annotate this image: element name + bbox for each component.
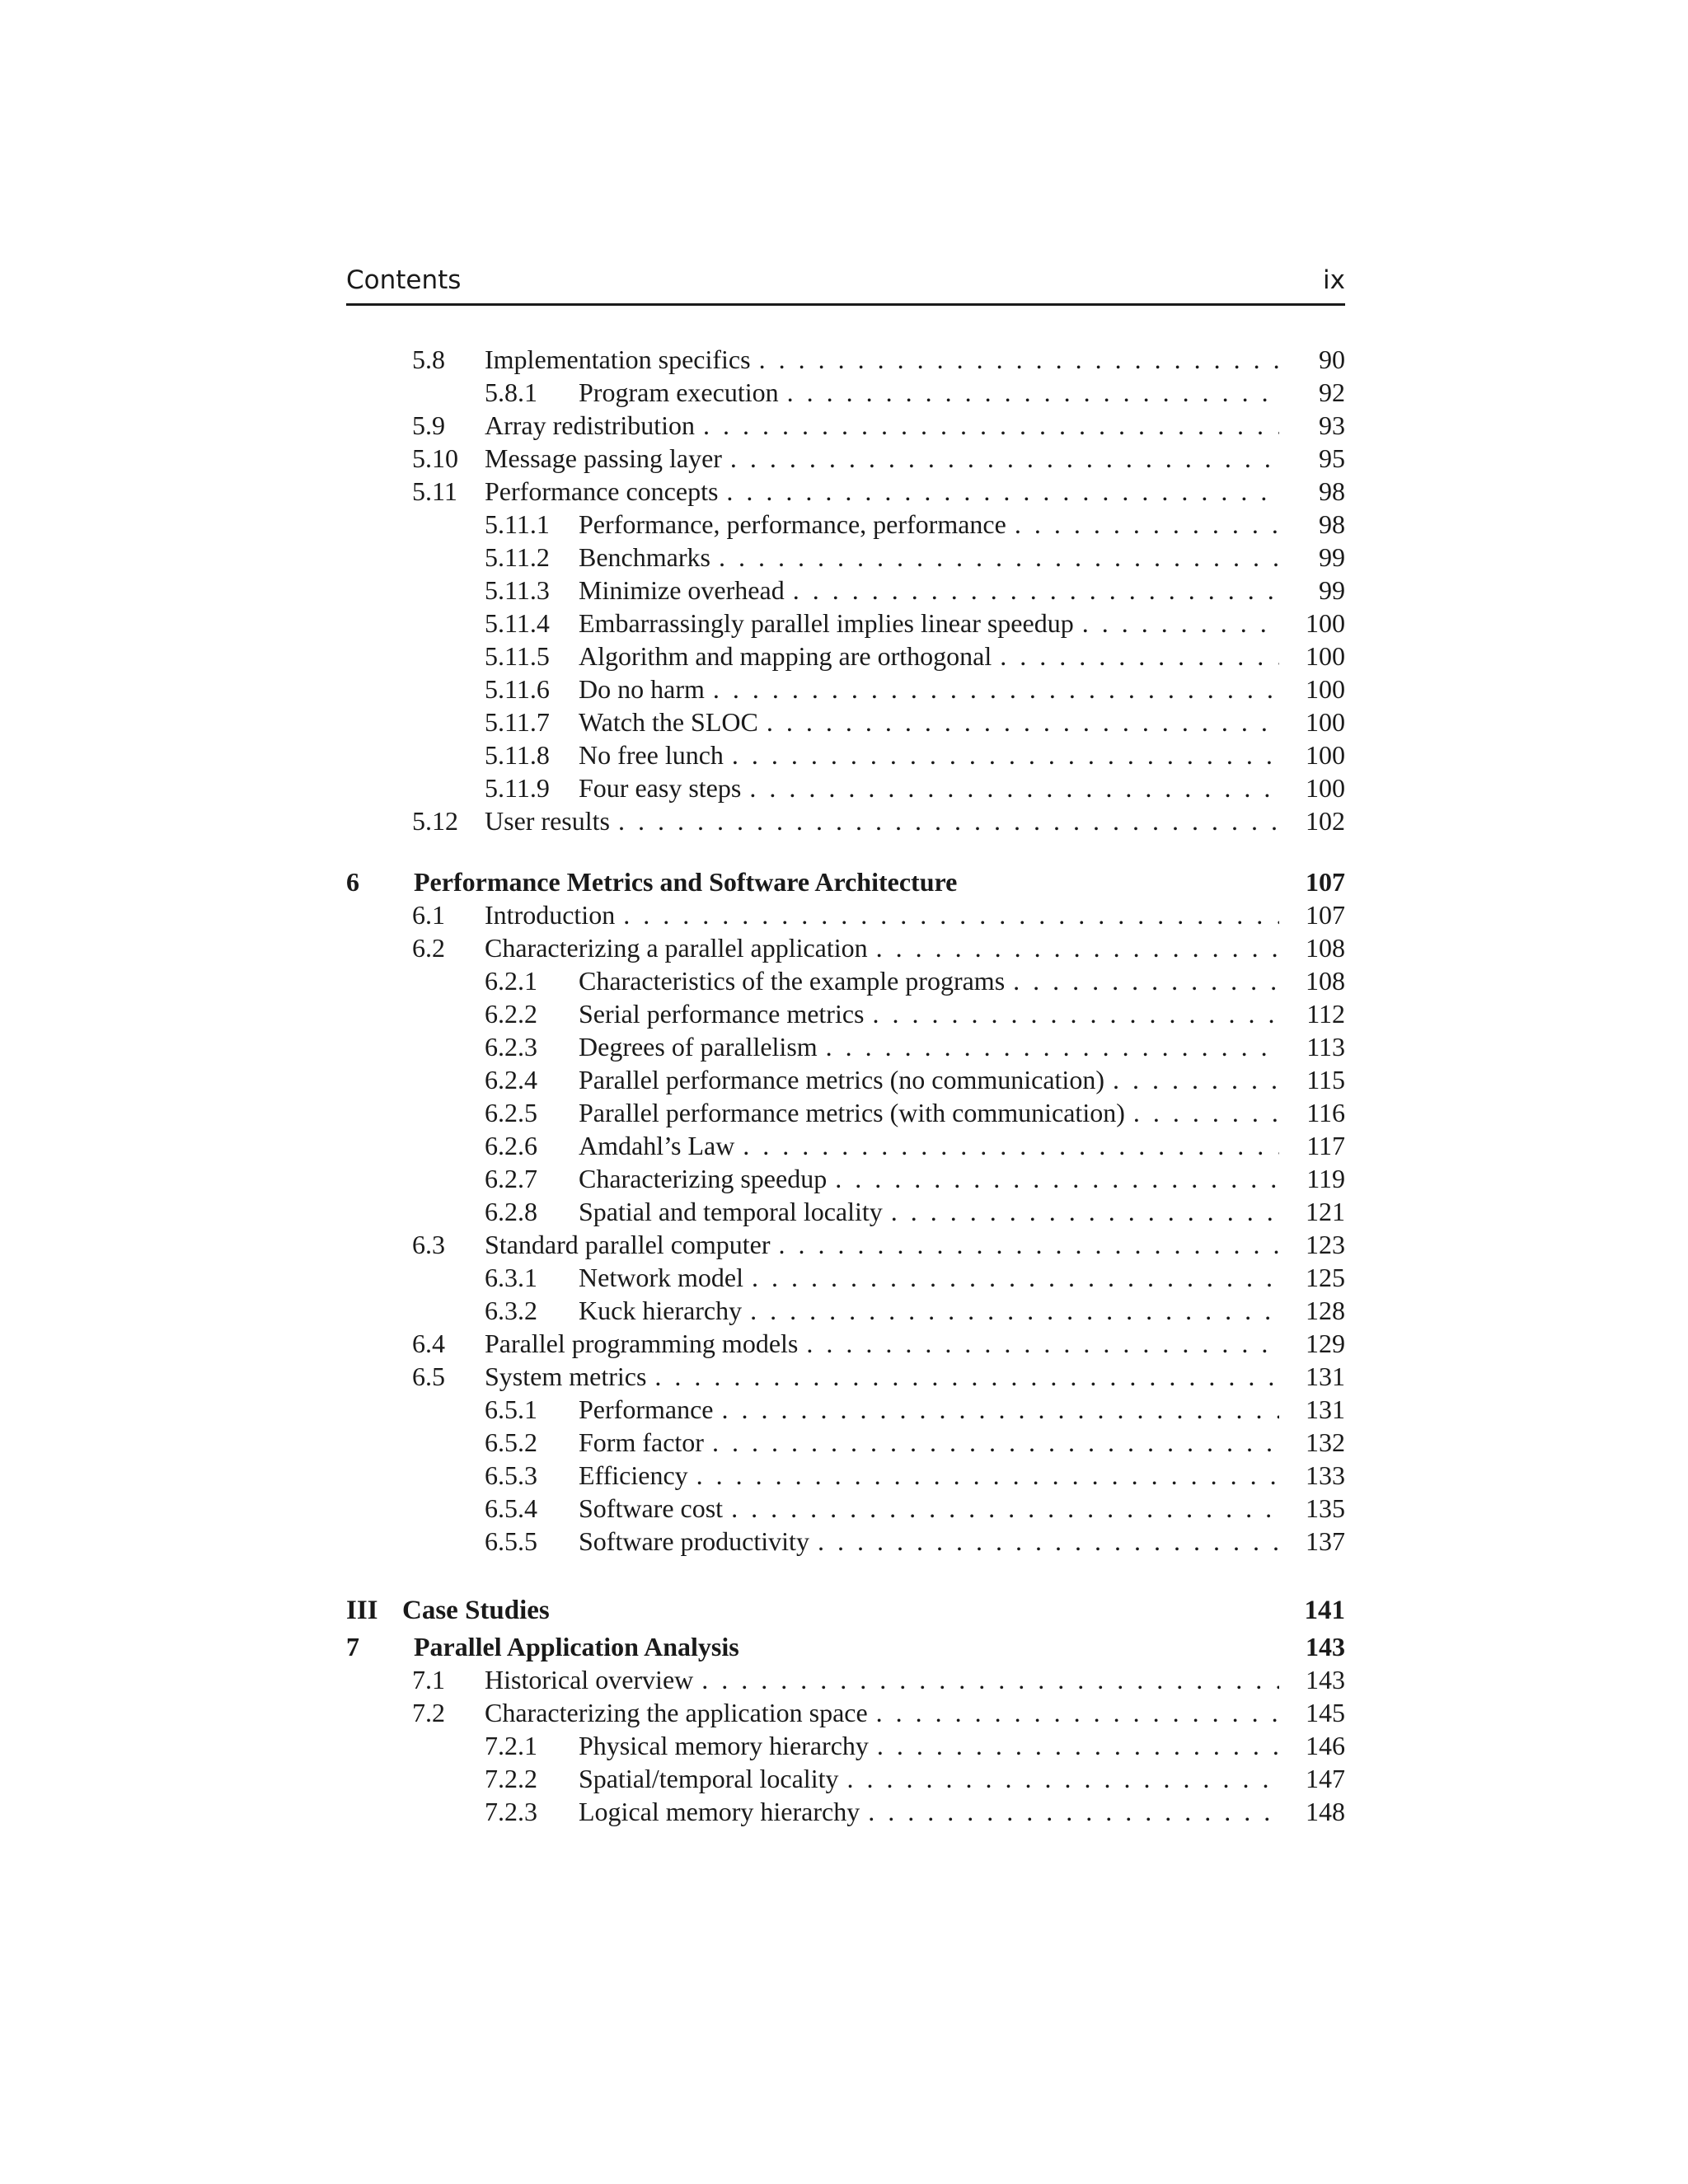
toc-entry-line — [579, 1294, 1345, 1327]
dot-leader — [1113, 1063, 1279, 1096]
toc-entry-number: 6.2.7 — [485, 1164, 537, 1193]
toc-entry-line — [579, 1762, 1345, 1795]
toc-entry-title[interactable]: Performance concepts — [485, 475, 726, 508]
dot-leader — [876, 1696, 1279, 1729]
toc-entry-page[interactable]: 99 — [1279, 574, 1345, 607]
toc-entry-page[interactable]: 108 — [1279, 964, 1345, 997]
toc-entry-title[interactable]: Kuck hierarchy — [579, 1294, 750, 1327]
toc-entry-page[interactable]: 98 — [1279, 508, 1345, 541]
toc-entry-page[interactable]: 146 — [1279, 1729, 1345, 1762]
toc-entry-title[interactable]: Characterizing a parallel application — [485, 931, 876, 964]
toc-entry[interactable] — [346, 640, 1345, 673]
toc-entry-line — [485, 343, 1345, 376]
toc-entry-title[interactable]: Array redistribution — [485, 409, 703, 442]
toc-entry-title[interactable]: Performance Metrics and Software Architecture — [414, 865, 965, 898]
toc-entry-page[interactable]: 132 — [1279, 1426, 1345, 1459]
dot-leader — [654, 1360, 1279, 1393]
toc-entry-page[interactable]: 100 — [1279, 607, 1345, 640]
toc-entry-number: 7 — [346, 1632, 359, 1661]
toc-entry-line — [579, 1030, 1345, 1063]
toc-entry-number: 6.5.2 — [485, 1427, 537, 1457]
toc-entry-number: 7.1 — [412, 1665, 445, 1694]
toc-entry-line — [579, 997, 1345, 1030]
dot-leader — [732, 738, 1279, 771]
toc-entry-line — [579, 1063, 1345, 1096]
toc-entry-page[interactable]: 100 — [1279, 673, 1345, 705]
toc-entry-number: 6.2.6 — [485, 1131, 537, 1160]
toc-entry[interactable] — [346, 343, 1345, 376]
toc-entry-page[interactable]: 112 — [1279, 997, 1345, 1030]
toc-entry-page[interactable]: 145 — [1279, 1696, 1345, 1729]
toc-entry-title[interactable]: Serial performance metrics — [579, 997, 873, 1030]
dot-leader — [1133, 1096, 1279, 1129]
toc-entry-title[interactable]: Characterizing speedup — [579, 1162, 835, 1195]
toc-entry-number: 5.9 — [412, 410, 445, 440]
toc-entry[interactable] — [346, 1459, 1345, 1492]
dot-leader — [712, 1426, 1279, 1459]
page-number: ix — [1323, 265, 1345, 295]
toc-entry-title[interactable]: Minimize overhead — [579, 574, 793, 607]
toc-entry-line — [485, 804, 1345, 837]
toc-entry-number: 7.2.2 — [485, 1764, 537, 1793]
toc-entry-line — [579, 508, 1345, 541]
dot-leader — [1082, 607, 1279, 640]
toc-entry[interactable] — [346, 1327, 1345, 1360]
toc-entry-title[interactable]: Physical memory hierarchy — [579, 1729, 877, 1762]
toc-entry-line — [485, 1228, 1345, 1261]
toc-entry-page[interactable]: 113 — [1279, 1030, 1345, 1063]
toc-entry[interactable] — [346, 541, 1345, 574]
toc-entry-title[interactable]: Case Studies — [402, 1594, 558, 1627]
toc-entry-title[interactable]: Implementation specifics — [485, 343, 759, 376]
toc-entry-line — [485, 409, 1345, 442]
toc-entry[interactable] — [346, 673, 1345, 705]
toc-entry-line — [485, 898, 1345, 931]
dot-leader — [696, 1459, 1279, 1492]
toc-entry-page[interactable]: 129 — [1279, 1327, 1345, 1360]
toc-entry-number: 7.2.1 — [485, 1731, 537, 1760]
toc-entry[interactable] — [346, 475, 1345, 508]
toc-entry-line — [485, 442, 1345, 475]
toc-entry[interactable] — [346, 1063, 1345, 1096]
toc-entry-line — [579, 1795, 1345, 1828]
toc-entry-title[interactable]: Performance, performance, performance — [579, 508, 1015, 541]
toc-entry-number: 5.11.4 — [485, 608, 550, 638]
toc-entry[interactable] — [346, 1195, 1345, 1228]
toc-entry-page[interactable]: 102 — [1279, 804, 1345, 837]
toc-entry-title[interactable]: Introduction — [485, 898, 623, 931]
toc-entry[interactable] — [346, 1162, 1345, 1195]
dot-leader — [826, 1030, 1279, 1063]
toc-entry[interactable] — [346, 1393, 1345, 1426]
dot-leader — [623, 898, 1279, 931]
toc-entry[interactable] — [346, 1729, 1345, 1762]
toc-entry-line — [579, 1525, 1345, 1558]
toc-entry-title[interactable]: Standard parallel computer — [485, 1228, 779, 1261]
toc-entry[interactable] — [346, 1525, 1345, 1558]
toc-entry[interactable] — [346, 804, 1345, 837]
toc-entry[interactable] — [346, 1030, 1345, 1063]
dot-leader — [891, 1195, 1279, 1228]
toc-entry[interactable] — [346, 1630, 1345, 1663]
toc-entry-title[interactable]: Logical memory hierarchy — [579, 1795, 868, 1828]
toc-entry-page[interactable]: 115 — [1279, 1063, 1345, 1096]
toc-entry-title[interactable]: Message passing layer — [485, 442, 730, 475]
toc-entry-title[interactable]: Watch the SLOC — [579, 705, 767, 738]
toc-entry-title[interactable]: Spatial/temporal locality — [579, 1762, 846, 1795]
toc-entry-title[interactable]: Algorithm and mapping are orthogonal — [579, 640, 1000, 673]
toc-entry-page[interactable]: 93 — [1279, 409, 1345, 442]
toc-entry-number: 5.8 — [412, 344, 445, 374]
toc-entry-title[interactable]: Degrees of parallelism — [579, 1030, 826, 1063]
toc-entry-number: 5.11.8 — [485, 740, 550, 770]
toc-entry-line — [579, 1393, 1345, 1426]
toc-entry-number: 5.11.9 — [485, 773, 550, 803]
toc-entry-title[interactable]: Four easy steps — [579, 771, 749, 804]
toc-entry-page[interactable]: 141 — [1279, 1594, 1345, 1627]
toc-entry-number: 6.3.2 — [485, 1296, 537, 1325]
dot-leader — [749, 771, 1279, 804]
toc-entry-number: 6.4 — [412, 1329, 445, 1358]
toc-entry-title[interactable]: Software productivity — [579, 1525, 818, 1558]
toc-entry-page[interactable]: 98 — [1279, 475, 1345, 508]
toc-entry-page[interactable]: 128 — [1279, 1294, 1345, 1327]
toc-entry[interactable] — [346, 865, 1345, 898]
toc-entry-title[interactable]: Form factor — [579, 1426, 712, 1459]
toc-entry[interactable] — [346, 1228, 1345, 1261]
toc-entry-number: 5.11.3 — [485, 575, 550, 605]
toc-entry-line — [579, 705, 1345, 738]
toc-entry-page[interactable]: 107 — [1279, 865, 1345, 898]
toc-entry[interactable] — [346, 1492, 1345, 1525]
toc-entry-page[interactable]: 117 — [1279, 1129, 1345, 1162]
dot-leader — [731, 1492, 1279, 1525]
toc-entry-title[interactable]: User results — [485, 804, 618, 837]
toc-entry-page[interactable]: 148 — [1279, 1795, 1345, 1828]
dot-leader — [787, 376, 1279, 409]
toc-entry-number: 5.8.1 — [485, 377, 537, 407]
toc-entry-page[interactable]: 137 — [1279, 1525, 1345, 1558]
toc-entry-page[interactable]: 119 — [1279, 1162, 1345, 1195]
toc-entry[interactable] — [346, 738, 1345, 771]
toc-entry-number: III — [346, 1596, 378, 1625]
toc-entry-line — [579, 1261, 1345, 1294]
toc-entry-title[interactable]: Program execution — [579, 376, 787, 409]
toc-entry-page[interactable]: 131 — [1279, 1393, 1345, 1426]
toc-entry-number: 5.11.7 — [485, 707, 550, 737]
toc-entry-title[interactable]: Efficiency — [579, 1459, 696, 1492]
toc-entry-page[interactable]: 116 — [1279, 1096, 1345, 1129]
dot-leader — [752, 1261, 1279, 1294]
toc-entry[interactable] — [346, 898, 1345, 931]
dot-leader — [759, 343, 1279, 376]
toc-entry-page[interactable]: 123 — [1279, 1228, 1345, 1261]
toc-entry-page[interactable]: 125 — [1279, 1261, 1345, 1294]
toc-entry[interactable] — [346, 1360, 1345, 1393]
toc-entry-page[interactable]: 100 — [1279, 738, 1345, 771]
toc-entry[interactable] — [346, 1426, 1345, 1459]
toc-entry-number: 6.5.1 — [485, 1394, 537, 1424]
toc-entry-line — [579, 964, 1345, 997]
toc-entry-line — [579, 771, 1345, 804]
toc-entry-page[interactable]: 108 — [1279, 931, 1345, 964]
toc-entry-number: 6.2.4 — [485, 1065, 537, 1094]
dot-leader — [877, 1729, 1279, 1762]
dot-leader — [750, 1294, 1279, 1327]
toc-entry-number: 5.11 — [412, 476, 457, 506]
toc-entry-page[interactable]: 121 — [1279, 1195, 1345, 1228]
running-header — [346, 262, 1345, 306]
toc-entry-line — [485, 475, 1345, 508]
toc-entry-page[interactable]: 143 — [1279, 1663, 1345, 1696]
toc-entry-title[interactable]: Do no harm — [579, 673, 713, 705]
toc-entry-number: 6.5.3 — [485, 1460, 537, 1490]
dot-leader — [1015, 508, 1279, 541]
dot-leader — [721, 1393, 1279, 1426]
toc-entry-title[interactable]: Characterizing the application space — [485, 1696, 876, 1729]
toc-entry-number: 5.11.6 — [485, 674, 550, 704]
toc-entry-page[interactable]: 99 — [1279, 541, 1345, 574]
toc-entry-title[interactable]: Benchmarks — [579, 541, 719, 574]
dot-leader — [719, 541, 1279, 574]
toc-entry[interactable] — [346, 705, 1345, 738]
toc-entry-number: 6 — [346, 867, 359, 897]
toc-entry-line — [579, 640, 1345, 673]
dot-leader — [868, 1795, 1279, 1828]
toc-entry-page[interactable]: 133 — [1279, 1459, 1345, 1492]
toc-entry-title[interactable]: No free lunch — [579, 738, 732, 771]
toc-entry-line — [579, 738, 1345, 771]
toc-entry-page[interactable]: 95 — [1279, 442, 1345, 475]
toc-entry-number: 5.11.1 — [485, 509, 550, 539]
toc-entry-number: 5.10 — [412, 443, 458, 473]
toc-entry[interactable] — [346, 771, 1345, 804]
toc-entry-number: 6.5.4 — [485, 1493, 537, 1523]
dot-leader — [846, 1762, 1279, 1795]
toc-entry-number: 6.5 — [412, 1361, 445, 1391]
dot-leader — [793, 574, 1279, 607]
toc-entry[interactable] — [346, 1261, 1345, 1294]
toc-entry-line — [579, 1729, 1345, 1762]
toc-entry-page[interactable]: 135 — [1279, 1492, 1345, 1525]
toc-entry-page[interactable]: 131 — [1279, 1360, 1345, 1393]
toc-entry-page[interactable]: 147 — [1279, 1762, 1345, 1795]
dot-leader — [876, 931, 1279, 964]
toc-entry-line — [402, 1594, 1345, 1627]
toc-entry-line — [579, 1129, 1345, 1162]
toc-entry-page[interactable]: 90 — [1279, 343, 1345, 376]
toc-entry-number: 7.2.3 — [485, 1797, 537, 1826]
dot-leader — [1013, 964, 1279, 997]
toc-entry[interactable] — [346, 1795, 1345, 1828]
toc-entry[interactable] — [346, 1594, 1345, 1627]
toc-entry-page[interactable]: 100 — [1279, 771, 1345, 804]
toc-entry-title[interactable]: Network model — [579, 1261, 752, 1294]
toc-entry-title[interactable]: Embarrassingly parallel implies linear speedup — [579, 607, 1082, 640]
dot-leader — [873, 997, 1280, 1030]
dot-leader — [806, 1327, 1279, 1360]
toc-entry-line — [579, 1459, 1345, 1492]
toc-entry-page[interactable]: 143 — [1279, 1630, 1345, 1663]
toc-entry-title[interactable]: Historical overview — [485, 1663, 701, 1696]
dot-leader — [703, 409, 1279, 442]
dot-leader — [701, 1663, 1279, 1696]
dot-leader — [713, 673, 1279, 705]
toc-entry-line — [579, 1195, 1345, 1228]
toc-entry-line — [579, 1426, 1345, 1459]
toc-entry-number: 6.2.2 — [485, 999, 537, 1029]
toc-entry[interactable] — [346, 1096, 1345, 1129]
toc-entry[interactable] — [346, 1129, 1345, 1162]
toc-entry[interactable] — [346, 409, 1345, 442]
dot-leader — [1000, 640, 1279, 673]
toc-entry[interactable] — [346, 964, 1345, 997]
toc-entry[interactable] — [346, 1663, 1345, 1696]
toc-entry[interactable] — [346, 1696, 1345, 1729]
toc-entry[interactable] — [346, 376, 1345, 409]
dot-leader — [730, 442, 1279, 475]
dot-leader — [743, 1129, 1279, 1162]
toc-entry-line — [485, 931, 1345, 964]
toc-entry-number: 6.1 — [412, 900, 445, 930]
toc-entry-title[interactable]: Performance — [579, 1393, 721, 1426]
toc-entry[interactable] — [346, 574, 1345, 607]
toc-entry-title[interactable]: Parallel performance metrics (no communication) — [579, 1063, 1113, 1096]
toc-entry-title[interactable]: System metrics — [485, 1360, 654, 1393]
toc-entry-line — [579, 673, 1345, 705]
toc-entry[interactable] — [346, 1294, 1345, 1327]
toc-entry-page[interactable]: 100 — [1279, 705, 1345, 738]
dot-leader — [618, 804, 1279, 837]
toc-entry-title[interactable]: Characteristics of the example programs — [579, 964, 1013, 997]
toc-entry[interactable] — [346, 1762, 1345, 1795]
toc-entry-number: 5.12 — [412, 806, 458, 836]
toc-entry-page[interactable]: 100 — [1279, 640, 1345, 673]
toc-entry-number: 6.2.3 — [485, 1032, 537, 1062]
running-header-title: Contents — [346, 265, 462, 295]
dot-leader — [779, 1228, 1279, 1261]
toc-entry-title[interactable]: Spatial and temporal locality — [579, 1195, 891, 1228]
toc-entry-title[interactable]: Amdahl’s Law — [579, 1129, 743, 1162]
toc-entry[interactable] — [346, 997, 1345, 1030]
toc-entry-line — [579, 376, 1345, 409]
toc-entry-line — [485, 1663, 1345, 1696]
dot-leader — [726, 475, 1279, 508]
toc-entry-line — [414, 865, 1345, 898]
toc-entry-number: 5.11.2 — [485, 542, 550, 572]
toc-entry-line — [485, 1360, 1345, 1393]
toc-entry-line — [485, 1696, 1345, 1729]
toc-entry-line — [579, 1162, 1345, 1195]
toc-entry-number: 6.3.1 — [485, 1263, 537, 1292]
toc-entry-title[interactable]: Parallel programming models — [485, 1327, 806, 1360]
toc-entry-title[interactable]: Parallel Application Analysis — [414, 1630, 748, 1663]
dot-leader — [767, 705, 1279, 738]
toc-entry-number: 6.2.1 — [485, 966, 537, 996]
toc-entry[interactable] — [346, 508, 1345, 541]
toc-entry-line — [579, 607, 1345, 640]
toc-entry[interactable] — [346, 442, 1345, 475]
toc-entry-number: 5.11.5 — [485, 641, 550, 671]
toc-entry-line — [579, 1492, 1345, 1525]
toc-entry[interactable] — [346, 931, 1345, 964]
toc-entry-number: 6.5.5 — [485, 1526, 537, 1556]
toc-entry-number: 6.2.8 — [485, 1197, 537, 1226]
toc-entry-page[interactable]: 107 — [1279, 898, 1345, 931]
toc-entry-line — [579, 574, 1345, 607]
toc-entry-line — [485, 1327, 1345, 1360]
toc-entry-number: 6.2 — [412, 933, 445, 963]
toc-entry-number: 6.2.5 — [485, 1098, 537, 1127]
toc-entry-number: 7.2 — [412, 1698, 445, 1727]
dot-leader — [835, 1162, 1279, 1195]
toc-entry-line — [579, 541, 1345, 574]
dot-leader — [818, 1525, 1279, 1558]
toc-entry[interactable] — [346, 607, 1345, 640]
toc-entry-title[interactable]: Parallel performance metrics (with communication) — [579, 1096, 1133, 1129]
toc-entry-page[interactable]: 92 — [1279, 376, 1345, 409]
toc-entry-title[interactable]: Software cost — [579, 1492, 731, 1525]
toc-entry-line — [579, 1096, 1345, 1129]
toc-entry-line — [414, 1630, 1345, 1663]
toc-entry-number: 6.3 — [412, 1230, 445, 1259]
